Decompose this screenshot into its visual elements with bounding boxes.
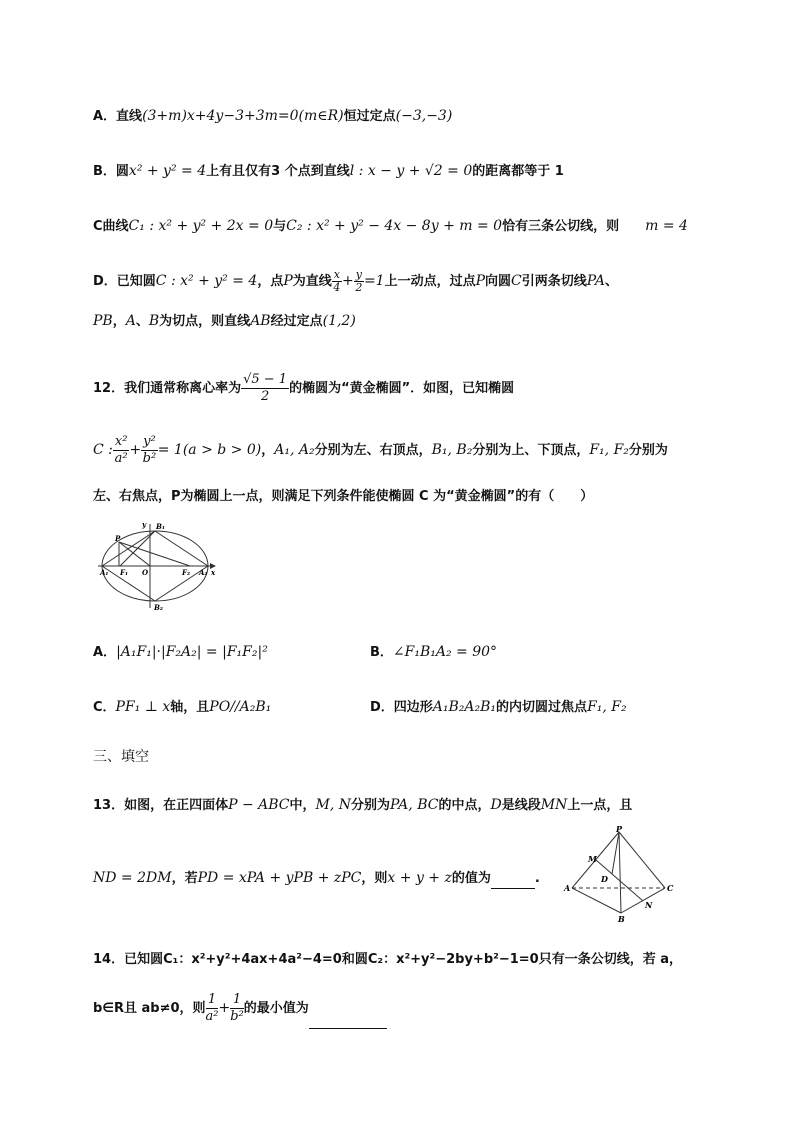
math-expression: |A₁F₁|·|F₂A₂| = |F₁F₂|² [116,644,268,660]
option-text: 向圆 [485,274,512,289]
fig-label-b1: B₁ [156,522,165,531]
fraction-numerator: x² [114,434,128,449]
option-text: 3 个点到直线 [271,164,350,179]
fig-label-c: C [667,883,674,893]
math-expression: ∠F₁B₁A₂ = 90° [392,644,498,660]
math-symbol: PA, BC [390,797,439,813]
option-text: ， [112,314,126,329]
q11-option-d-line2 [93,311,356,332]
question-text: 13．如图，在正四面体 [93,798,229,813]
question-text: 14．已知圆C₁：x²+y²+4ax+4a²−4=0和圆C₂：x²+y²−2by+b²−1=0只有一条公切线，若 a， [93,952,682,967]
option-text: 轴，且 [170,700,210,715]
question-text: 分别为上、下顶点， [472,443,590,458]
fig-label-a2: A₂ [199,568,208,577]
math-symbol: =1 [363,273,385,289]
question-text: 的椭圆为“黄金椭圆”．如图，已知椭圆 [289,381,515,396]
option-text: 引两条切线 [521,274,587,289]
q14-question [93,988,387,1029]
q11-option-a [93,106,452,127]
option-label: D．已知圆 [93,274,156,289]
math-expression: PO//A₂B₁ [209,699,272,715]
option-label: B． [370,645,393,660]
question-text: 左、右焦点，P为椭圆上一点，则满足下列条件能使椭圆 C 为“黄金椭圆”的有（ ） [93,489,594,504]
q11-option-d [93,264,618,299]
q13-stem [93,795,632,816]
math-expression: x² + y² = 4 [128,163,207,179]
fig-label-o: O [142,568,149,577]
answer-blank[interactable] [491,876,535,889]
math-expression: PF₁ ⊥ x [115,699,171,715]
math-symbol: D [490,797,502,813]
q12-ellipse-def [93,430,668,471]
option-text: 的距离都等于 1 [472,164,564,179]
math-symbol: + [218,1000,231,1016]
math-symbol: F₁, F₂ [589,442,629,458]
question-text: 是线段 [501,798,541,813]
math-point: (1,2) [322,313,356,329]
section-heading: 三、填空 [93,749,149,765]
fraction-denominator: 4 [333,281,341,294]
math-expression: = 1(a > b > 0) [157,442,262,458]
q14-stem [93,950,682,970]
math-symbol: A₁, A₂ [274,442,315,458]
option-label: A．直线 [93,109,143,124]
math-symbol: + [129,442,142,458]
question-text: 上一点，且 [567,798,633,813]
option-text: 经过定点 [270,314,323,329]
math-expression: (3+m)x+4y−3+3m=0(m∈R) [142,108,344,124]
fig-label-m: M [588,854,597,864]
math-symbol: PA [586,273,606,289]
fig-label-a1: A₁ [100,568,109,577]
math-symbol: M, N [315,797,352,813]
question-text: 分别为 [351,798,391,813]
segment-b1-a2 [155,531,208,566]
fraction [332,269,342,294]
fig-label-b2: B₂ [154,603,163,610]
q12-option-d [370,697,627,718]
fraction-numerator: 1 [206,992,219,1009]
math-symbol: B₁, B₂ [431,442,473,458]
fig-label-y: y [142,520,147,529]
fig-label-f2: F₂ [182,568,191,577]
math-symbol: P [475,273,486,289]
fraction-denominator: 2 [355,281,363,294]
fig-label-d: D [601,874,608,884]
math-symbol: A [125,313,136,329]
q12-option-c [93,697,271,718]
q11-option-c [93,216,688,237]
math-expression: x + y + z [387,870,452,886]
question-text: b∈R且 ab≠0，则 [93,1001,206,1016]
math-expression: C : x² + y² = 4 [155,273,258,289]
fraction-numerator: y² [143,434,156,449]
fig-label-f1: F₁ [120,568,129,577]
question-text: ，则 [361,871,388,886]
option-text: 、 [605,274,619,289]
fig-label-n: N [645,900,653,910]
math-symbol: PB [93,313,113,329]
math-symbol: + [342,273,354,289]
option-text: 恒过定点 [343,109,396,124]
option-text: 为直线 [292,274,332,289]
fraction-numerator: √5 − 1 [243,372,288,387]
math-symbol: AB [250,313,271,329]
edge-ab [572,888,621,913]
edge-pc [619,832,665,888]
q12-option-a [93,642,268,663]
option-text: 恰有三条公切线，则 [502,219,620,234]
answer-blank[interactable] [309,1016,387,1029]
question-text: 分别为左、右顶点， [314,443,432,458]
question-text: 12．我们通常称离心率为 [93,381,242,396]
question-text: ， [261,443,275,458]
segment-a1-b1 [102,531,155,566]
math-symbol: MN [540,797,568,813]
math-expression: C₁ : x² + y² + 2x = 0 [128,218,274,234]
math-point: (−3,−3) [395,108,453,124]
fraction-denominator: b² [142,451,157,466]
option-text: 与 [273,219,287,234]
segment-p-f2 [119,542,190,566]
edge-pb [619,832,621,913]
option-label: A． [93,645,117,660]
q12-stem [93,370,514,408]
fraction [230,992,244,1025]
math-symbol: C : [93,442,113,458]
fraction [206,992,219,1025]
fig-label-b: B [618,914,625,922]
fraction-denominator: 2 [260,389,270,404]
question-text: ，若 [171,871,198,886]
option-text: 为切点，则直线 [159,314,251,329]
math-expression: C₂ : x² + y² − 4x − 8y + m = 0 [286,218,503,234]
fraction [113,434,130,467]
ellipse-figure [98,518,218,610]
question-text: 的中点， [438,798,491,813]
fraction [354,269,364,294]
q12-option-b [370,642,497,663]
option-label: C曲线 [93,219,129,234]
fig-label-a: A [564,883,571,893]
fraction-denominator: a² [114,451,128,466]
math-expression: A₁B₂A₂B₁ [432,699,497,715]
fraction-numerator: x [333,268,340,281]
option-label: B．圆 [93,164,129,179]
math-expression: F₁, F₂ [587,699,627,715]
question-text: 的最小值为 [243,1001,309,1016]
tetrahedron-figure [563,826,678,922]
option-label: C． [93,700,116,715]
question-text: 的值为 [451,871,491,886]
q13-condition: ND = 2DM，若PD = xPA + yPB + zPC，则x + y + z的值为 . [93,868,540,889]
option-text: 上有且仅有 [206,164,272,179]
q11-option-b [93,161,564,182]
math-expression: l : x − y + √2 = 0 [349,163,473,179]
fraction-denominator: a² [205,1009,219,1024]
fig-label-p: P [115,534,121,543]
fraction [141,434,158,467]
fraction-denominator: b² [230,1009,244,1024]
option-text: 、 [135,314,149,329]
math-symbol: C [511,273,522,289]
fraction [241,372,289,405]
option-text: ，点 [257,274,284,289]
q12-question [93,487,593,507]
segment-pd [612,832,619,874]
fraction-numerator: y [355,268,362,281]
fig-label-x: x [211,568,216,577]
math-expression: P − ABC [228,797,290,813]
math-expression: m = 4 [645,218,688,234]
option-text: 上一动点，过点 [384,274,476,289]
fig-label-p: P [616,826,623,834]
question-text: 中， [289,798,316,813]
math-symbol: P [283,273,293,289]
question-text: 分别为 [628,443,668,458]
vector-expression: PD = xPA + yPB + zPC [197,870,362,886]
math-symbol: B [148,313,160,329]
math-expression: ND = 2DM [93,870,172,886]
option-label: D．四边形 [370,700,433,715]
fraction-numerator: 1 [230,992,244,1009]
option-text: 的内切圆过焦点 [496,700,588,715]
